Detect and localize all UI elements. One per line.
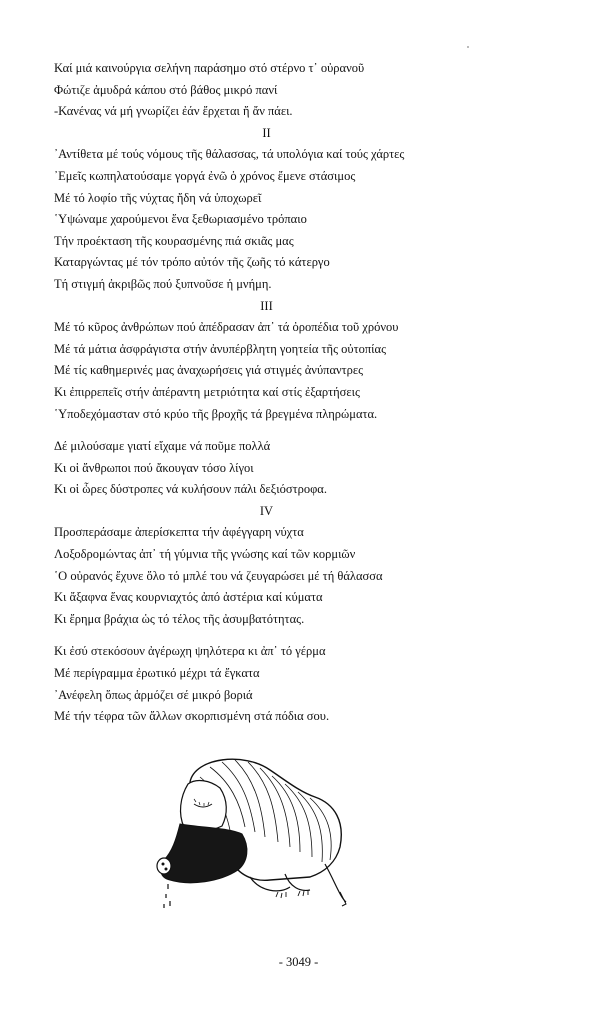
poem-line: Φώτιζε ἀμυδρά κάπου στό βάθος μικρό πανί <box>54 82 278 97</box>
poem-line: Μέ περίγραμμα ἐρωτικό μέχρι τά ἔγκατα <box>54 666 260 681</box>
poem-line: Μέ τό κῦρος ἀνθρώπων πού ἀπέδρασαν ἀπ᾽ τά ὀροπέδια τοῦ χρόνου <box>54 320 399 335</box>
poem-line: Καταργώντας μέ τόν τρόπο αὐτόν τῆς ζωῆς τό κάτεργο <box>54 255 330 270</box>
poem-line: Μέ τά μάτια ἀσφράγιστα στήν ἀνυπέρβλητη γοητεία τῆς οὐτοπίας <box>54 341 387 356</box>
creature-illustration <box>150 752 360 912</box>
section-numeral: ΙΙΙ <box>260 298 273 313</box>
poem-line: Καί μιά καινούργια σελήνη παράσημο στό στέρνο τ᾽ οὐρανοῦ <box>54 61 365 75</box>
poem-line: ᾽Αντίθετα μέ τούς νόμους τῆς θάλασσας, τά υπολόγια καί τούς χάρτες <box>54 147 405 162</box>
paper-speck <box>467 46 469 48</box>
poem-line: Κι ἄξαφνα ἕνας κουρνιαχτός ἀπό ἀστέρια καί κύματα <box>54 590 323 605</box>
poem-line: Λοξοδρομώντας ἀπ᾽ τή γύμνια τῆς γνώσης καί τῶν κορμιῶν <box>54 547 356 562</box>
poem-line: Μέ τίς καθημερινές μας ἀναχωρήσεις γιά στιγμές ἀνύπαντρες <box>54 363 364 378</box>
poem-line: Δέ μιλούσαμε γιατί εἴχαμε νά ποῦμε πολλά <box>54 439 271 454</box>
poem-line: Κι ἐπιρρεπεῖς στήν ἀπέραντη μετριότητα καί στίς ἐξαρτήσεις <box>54 384 360 399</box>
poem-line: Τή στιγμή ἀκριβῶς πού ξυπνοῦσε ἡ μνήμη. <box>54 276 272 291</box>
section-numeral: ΙΙ <box>262 125 271 140</box>
poem-line: Προσπεράσαμε ἀπερίσκεπτα τήν ἀφέγγαρη νύχτα <box>54 525 304 540</box>
poem-line: Κι ἐσύ στεκόσουν ἀγέρωχη ψηλότερα κι ἀπ᾽ τό γέρμα <box>54 644 326 659</box>
poem-line: Κι οἱ ἄνθρωποι πού ἄκουγαν τόσο λίγοι <box>54 460 254 475</box>
poem-line: Κι ἔρημα βράχια ὡς τό τέλος τῆς ἀσυμβατότητας. <box>54 611 305 626</box>
poem-line: ῾Ο οὐρανός ἔχυνε ὅλο τό μπλέ του νά ζευγαρώσει μέ τή θάλασσα <box>54 568 383 583</box>
poem-line: ᾽Εμεῖς κωπηλατούσαμε γοργά ἐνῶ ὁ χρόνος ἔμενε στάσιμος <box>54 168 356 183</box>
poem-line: Μέ τό λοφίο τῆς νύχτας ἤδη νά ὑποχωρεῖ <box>54 190 262 205</box>
poem-text <box>54 58 514 728</box>
poem-line: -Κανένας νά μή γνωρίζει ἐάν ἔρχεται ἤ ἄν πάει. <box>54 104 293 119</box>
stanza-break <box>54 425 514 436</box>
poem-line: Κι οἱ ὧρες δύστροπες νά κυλήσουν πάλι δεξιόστροφα. <box>54 482 327 497</box>
poem-line: ᾽Ανέφελη ὅπως ἁρμόζει σέ μικρό βοριά <box>54 687 253 702</box>
poem-line: Μέ τήν τέφρα τῶν ἄλλων σκορπισμένη στά πόδια σου. <box>54 709 330 724</box>
section-numeral: IV <box>259 503 274 518</box>
page-number: - 3049 - <box>278 955 319 969</box>
poem-line: ῾Υποδεχόμασταν στό κρύο τῆς βροχῆς τά βρεγμένα πληρώματα. <box>54 406 378 421</box>
poem-line: Τήν προέκταση τῆς κουρασμένης πιά σκιᾶς μας <box>54 233 294 248</box>
stanza-break <box>54 630 514 641</box>
poem-line: ῾Υψώναμε χαρούμενοι ἕνα ξεθωριασμένο τρόπαιο <box>54 212 307 227</box>
